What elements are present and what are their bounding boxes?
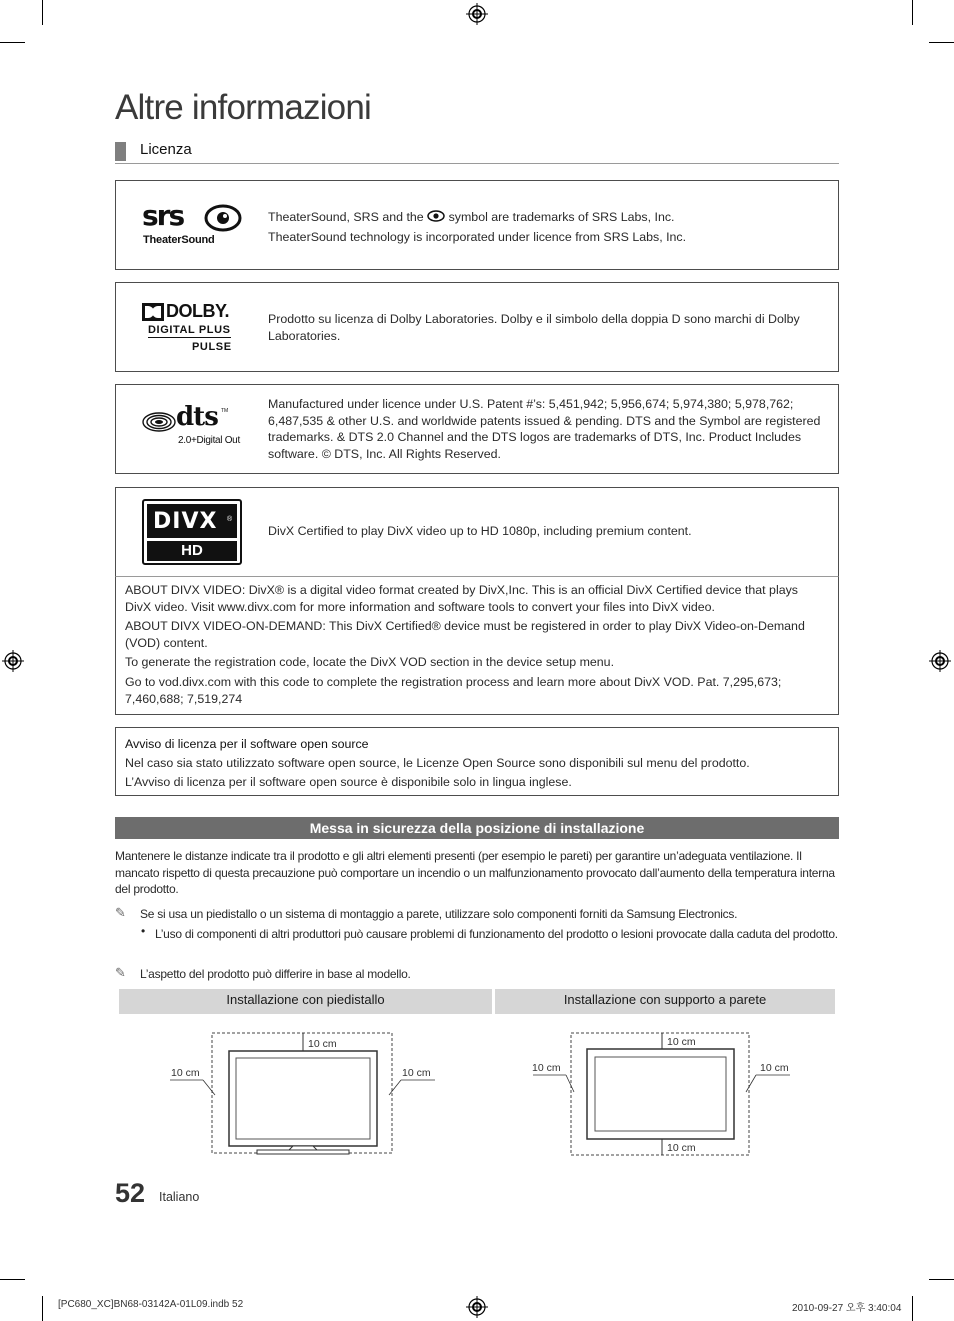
column-header-wall: Installazione con supporto a parete — [495, 989, 835, 1014]
srs-line1-b: symbol are trademarks of SRS Labs, Inc. — [448, 210, 675, 224]
stand-right-distance: 10 cm — [402, 1067, 431, 1079]
registered-icon: ® — [227, 516, 233, 523]
crop-mark — [0, 1279, 25, 1280]
dts-logo — [142, 402, 244, 449]
page-title: Altre informazioni — [115, 88, 371, 127]
wall-right-distance: 10 cm — [760, 1062, 789, 1074]
dolby-logo-line3: PULSE — [192, 341, 232, 353]
srs-license-box — [115, 180, 839, 270]
divx-details-box — [115, 576, 839, 715]
srs-eye-small-icon — [427, 210, 445, 222]
divx-logo — [142, 499, 242, 565]
divx-logo-bottom — [147, 541, 237, 561]
footer-file: [PC680_XC]BN68-03142A-01L09.indb 52 — [58, 1299, 244, 1310]
srs-line1-a: TheaterSound, SRS and the — [268, 210, 424, 224]
wall-bottom-distance: 10 cm — [667, 1142, 696, 1154]
section-header — [115, 140, 839, 164]
divx-registration: To generate the registration code, locate the DivX VOD section in the device setup menu. — [125, 655, 615, 670]
section-title: Licenza — [140, 141, 192, 158]
installation-note1: Se si usa un piedistallo o un sistema di montaggio a parete, utilizzare solo componenti forniti da Samsung Electronics. — [140, 907, 738, 921]
srs-description — [268, 207, 830, 247]
stand-left-distance: 10 cm — [171, 1067, 200, 1079]
dolby-double-d-icon — [142, 303, 164, 321]
dolby-license-box — [115, 282, 839, 372]
divx-logo-subtext: HD — [181, 542, 203, 559]
divx-description — [268, 523, 830, 540]
dolby-text: Prodotto su licenza di Dolby Laboratories. Dolby e il simbolo della doppia D sono marchi di Dolby Laboratories. — [268, 312, 800, 343]
installation-bullet1: L’uso di componenti di altri produttori può causare problemi di funzionamento del prodotto o lesioni provocate dalla caduta del prodotto. — [155, 927, 838, 941]
page-language: Italiano — [159, 1190, 200, 1204]
dolby-logo-text: DOLBY. — [166, 301, 230, 321]
srs-line2: TheaterSound technology is incorporated under licence from SRS Labs, Inc. — [268, 230, 687, 244]
srs-eye-icon — [204, 204, 242, 232]
divx-logo-top — [147, 504, 237, 538]
stand-top-distance: 10 cm — [308, 1038, 337, 1050]
open-source-line1: Nel caso sia stato utilizzato software open source, le Licenze Open Source sono disponibili sul menu del prodotto. — [125, 756, 750, 770]
dts-logo-tm: TM — [221, 408, 229, 414]
dts-text: Manufactured under licence under U.S. Patent #’s: 5,451,942; 5,956,674; 5,974,380; 5,978,762; 6,487,535 & other U.S. and worldwide patents issued & pending. DTS and the Symbol are registered trademarks. & DTS 2.0 Channel and the DTS logos are trademarks of DTS, Inc. Product Includes software. © DTS, Inc. All Rights Reserved. — [268, 397, 821, 461]
stand-installation-diagram — [165, 1028, 440, 1158]
registration-mark-icon — [466, 3, 488, 25]
open-source-notice-box — [115, 727, 839, 796]
registration-mark-icon — [2, 650, 24, 672]
dts-license-box — [115, 384, 839, 474]
dts-logo-subtext: 2.0+Digital Out — [178, 435, 240, 446]
srs-logo — [142, 199, 244, 249]
installation-band-title: Messa in sicurezza della posizione di installazione — [115, 817, 839, 839]
srs-logo-text: srs — [142, 199, 184, 232]
crop-mark — [929, 1279, 954, 1280]
section-marker — [115, 142, 126, 161]
installation-note2: L’aspetto del prodotto può differire in base al modello. — [140, 967, 411, 981]
wall-installation-diagram — [530, 1028, 795, 1158]
divx-text: DivX Certified to play DivX video up to HD 1080p, including premium content. — [268, 524, 692, 538]
divx-license-box — [115, 487, 839, 577]
dolby-description — [268, 311, 830, 344]
registration-mark-icon — [929, 650, 951, 672]
divx-goto: Go to vod.divx.com with this code to complete the registration process and learn more about DivX VOD. Pat. 7,295,673; 7,460,688; 7,519,274 — [125, 674, 782, 706]
column-header-stand: Installazione con piedistallo — [119, 989, 492, 1014]
open-source-heading: Avviso di licenza per il software open source — [125, 737, 369, 751]
dts-logo-text: dts — [176, 402, 218, 432]
crop-mark — [42, 0, 43, 25]
registration-mark-icon — [466, 1296, 488, 1318]
crop-mark — [912, 1296, 913, 1321]
crop-mark — [912, 0, 913, 25]
page-number: 52 — [115, 1178, 146, 1208]
open-source-line2: L’Avviso di licenza per il software open source è disponibile solo in lingua inglese. — [125, 775, 572, 789]
installation-intro: Mantenere le distanze indicate tra il prodotto e gli altri elementi presenti (per esempio le pareti) per garantire un’adeguata ventilazione. Il mancato rispetto di questa precauzione può comportare un incendio o un malfunzionamento provocato dall’aumento della temperatura interna del prodotto. — [115, 849, 835, 897]
dolby-logo-line2: DIGITAL PLUS — [148, 324, 231, 336]
divx-about-vod: ABOUT DIVX VIDEO-ON-DEMAND: This DivX Certified® device must be registered in order to play DivX Video-on-Demand (VOD) content. — [125, 619, 805, 650]
divx-logo-frame — [142, 499, 242, 565]
crop-mark — [42, 1296, 43, 1321]
divx-about-video: ABOUT DIVX VIDEO: DivX® is a digital video format created by DivX,Inc. This is an official DivX Certified device that plays DivX video. Visit www.divx.com for more information and software tools to convert your files into DivX video. — [125, 583, 798, 614]
wall-left-distance: 10 cm — [532, 1062, 561, 1074]
srs-logo-subtext: TheaterSound — [143, 234, 215, 246]
divx-logo-text: DIVX — [153, 509, 218, 534]
footer-timestamp: 2010-09-27 오후 3:40:04 — [792, 1303, 902, 1314]
note-pencil-icon: ✎ — [115, 965, 126, 980]
crop-mark — [0, 42, 25, 43]
wall-top-distance: 10 cm — [667, 1036, 696, 1048]
dts-wave-icon — [142, 411, 176, 433]
dts-description — [268, 396, 830, 462]
note-pencil-icon: ✎ — [115, 905, 126, 920]
bullet-icon: • — [141, 924, 146, 938]
dolby-logo — [142, 303, 244, 355]
crop-mark — [929, 42, 954, 43]
